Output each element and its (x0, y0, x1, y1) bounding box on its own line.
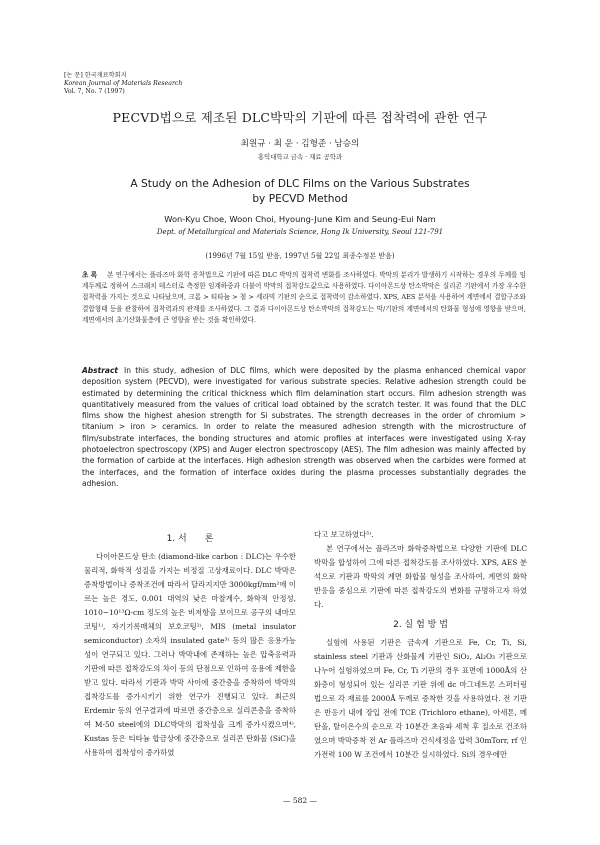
received-dates: (1996년 7월 15일 받음, 1997년 5월 22일 최종수정본 받음) (205, 252, 395, 260)
title-korean: PECVD법으로 제조된 DLC박막의 기판에 따른 접착력에 관한 연구 (112, 110, 488, 125)
abstract-korean-text: 본 연구에서는 플라즈마 화학 증착법으로 기판에 따른 DLC 박막의 접착력 변화를 조사하였다. 박막의 분리가 발생하기 시작하는 경우의 두께를 임계두께로 정하여 스크래치 테스터로 측정한 임계하중과 더불어 박막의 접착강도값으로 사용하였다. 다이아몬드상 탄소박막은 실리콘 기판에서 가장 우수한 접착력을 가지는 것으로 나타났으며, 크롬 > 티타늄 > 철 > 세라믹 기판의 순으로 접착력이 감소하였다. XPS, AES 분석을 사용하여 계면에서 결합구조와 결합형태 등을 관찰하여 접착력과의 관계를 조사하였다. 그 결과 다이아몬드상 탄소박막의 접착강도는 막/기판의 계면에서의 탄화물 형성에 영향을 받으며, 계면에서의 초기산화물층에 큰 영향을 받는 것을 확인하였다. (82, 271, 526, 324)
section-heading-methods: 2. 실 험 방 법 (393, 620, 448, 630)
introduction-paragraph-2: 본 연구에서는 플라즈마 화학증착법으로 다양한 기판에 DLC 박막을 합성하여 그에 따른 접착강도를 조사하였다. XPS, AES 분석으로 기판과 박막의 계면 화합물 형성을 조사하여, 계면의 화학반응을 중심으로 기판에 따른 접착강도의 변화를 규명하고자 하였다. (314, 544, 527, 609)
right-column (314, 528, 527, 762)
affiliation-korean: 홍익대학교 금속 · 재료 공학과 (257, 153, 343, 161)
affiliation-english: Dept. of Metallurgical and Materials Science, Hong Ik University, Seoul 121-791 (156, 228, 444, 236)
section-heading-introduction: 1. 서 론 (166, 534, 214, 544)
introduction-continuation: 다고 보고하였다⁵⁾. (314, 530, 374, 539)
introduction-paragraph: 다이아몬드상 탄소 (diamond-like carbon : DLC)는 우수한 물리적, 화학적 성질을 가지는 비정질 고상재료이다. DLC 박막은 증착방법이나 증착조건에 따라서 달라지지만 3000kgf/mm²에 이르는 높은 경도, 0.001 대역의 낮은 마찰계수, 화학적 안정성, 1010~10¹³Ω-cm 정도의 높은 비저항을 보이므로 공구의 내마모 코팅¹⁾, 자기기록매체의 보호코팅²⁾, MIS (metal insulator semiconductor) 소자의 insulated gate³⁾ 등의 많은 응용가능성이 연구되고 있다. 그러나 박막내에 존재하는 높은 압축응력과 기판에 따른 접착강도의 차이 등의 단점으로 인하여 응용에 제한을 받고 있다. 따라서 기판과 박막 사이에 중간층을 증착하여 박막의 접착강도를 증가시키기 위한 연구가 진행되고 있다. 최근의 Erdemir 등의 연구결과에 따르면 중간층으로 실리콘층을 증착하여 M-50 steel에의 DLC박막의 접착성을 크게 증가시켰으며⁴⁾, Kustas 등은 티타늄 합금상에 중간층으로 실리콘 탄화물 (SiC)을 사용하여 접착성이 증가하였 (84, 552, 296, 757)
journal-header-line3: Vol. 7, No. 7 (1997) (64, 88, 125, 95)
abstract-english (82, 365, 526, 489)
abstract-korean (82, 270, 526, 326)
title-english-line1: A Study on the Adhesion of DLC Films on the Various Substrates (130, 178, 470, 190)
title-english (100, 177, 500, 207)
title-english-line2: by PECVD Method (252, 193, 348, 205)
journal-header-line1: [논 문] 한국재료학회지 (64, 72, 127, 79)
abstract-korean-label: 초 록 (82, 271, 98, 279)
journal-header (64, 72, 264, 96)
abstract-english-text: In this study, adhesion of DLC films, which were deposited by the plasma enhanced chemical vapor deposition system (PECVD), were investigated for various substrate species. Relative adhesion strength could be estimated by determining the critical thickness which film delamination start occurs. Film adhesion strength was quantitatively measured from the values of critical load obtained by the scratch tester. It was found that the DLC films show the highest ahesion strength for Si substrates. The strength decreases in the order of chromium > titanium > iron > ceramics. In order to relate the measured adhesion strength with the microstructure of film/substrate interfaces, the bonding structures and atomic profiles at interfaces were investigated using X-ray photoelectron spectroscopy (XPS) and Auger electron spectroscopy (AES). The film adhesion was mainly affected by the formation of carbide at the interfaces. High adhesion strength was observed when the carbides were formed at the interfaces, and the formation of interface oxides during the plasma processes substantially degrades the adhesion. (82, 366, 526, 488)
left-column (84, 532, 296, 760)
methods-paragraph: 실험에 사용된 기판은 금속계 기판으로 Fe, Cr, Ti, Si, stainless steel 기판과 산화물계 기판인 SiO₂, Al₂O₃ 기판으로 나누어 실험하였으며 Fe, Cr, Ti 기판의 경우 표면에 1000Å의 산화층이 형성되어 있는 실리콘 기판 위에 dc 마그네트론 스퍼터링법으로 각 재료를 2000Å 두께로 증착한 것을 사용하였다. 전 기판은 반응기 내에 장입 전에 TCE (Trichloro ethane), 아세톤, 메탄올, 탈이온수의 순으로 각 10분간 초음파 세척 후 질소로 건조하였으며 박막증착 전 Ar 플라즈마 건식세정을 압력 30mTorr, rf 인가전력 100 W 조건에서 10분간 실시하였다. Si의 경우에만 (314, 638, 527, 759)
authors-english: Won-Kyu Choe, Woon Choi, Hyoung-June Kim and Seung-Eui Nam (164, 214, 436, 224)
authors-korean: 최원규 · 최 운 · 김형준 · 남승의 (240, 139, 360, 149)
journal-header-line2: Korean Journal of Materials Research (64, 80, 183, 87)
page-number: — 582 — (282, 796, 318, 805)
abstract-english-label: Abstract (82, 366, 119, 375)
